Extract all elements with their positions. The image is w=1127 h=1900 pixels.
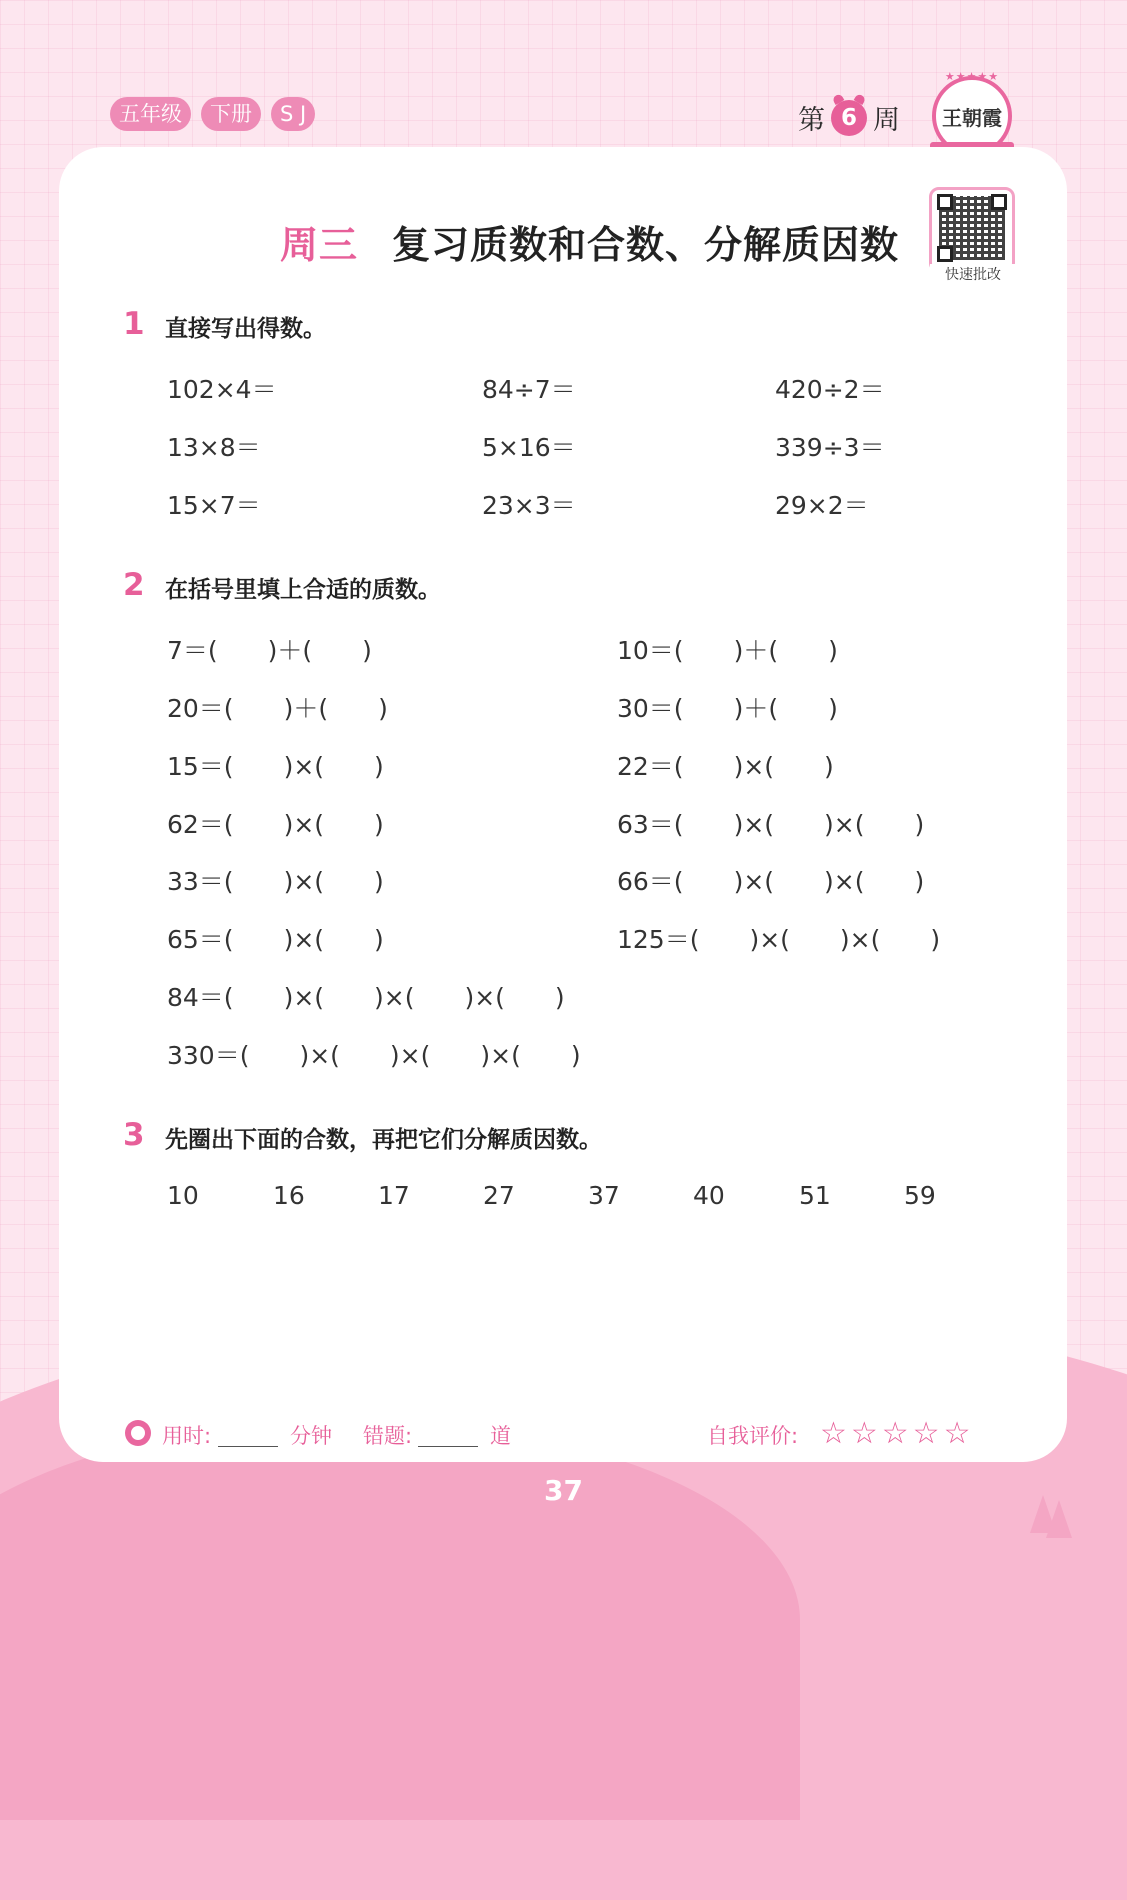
q3-number[interactable]: 51	[799, 1181, 831, 1210]
qr-corner	[937, 194, 953, 210]
errors-label: 错题:	[363, 1424, 413, 1448]
q2-equation[interactable]: 20＝( )＋( )	[167, 694, 388, 723]
q3-number[interactable]: 27	[483, 1181, 515, 1210]
logo-brand-text: 王朝霞	[942, 106, 1002, 130]
question-prompt: 在括号里填上合适的质数。	[165, 577, 441, 603]
q3-number[interactable]: 40	[693, 1181, 725, 1210]
qr-corner	[937, 246, 953, 262]
q2-equation[interactable]: 62＝( )×( )	[167, 810, 384, 839]
q2-equation[interactable]: 65＝( )×( )	[167, 925, 384, 954]
volume-tag: 下册	[201, 97, 261, 131]
page-title	[280, 214, 899, 269]
question-number: 2	[123, 567, 145, 603]
q1-expression: 339÷3＝	[775, 433, 885, 462]
q1-expression: 420÷2＝	[775, 375, 885, 404]
question-number: 1	[123, 306, 145, 342]
q1-expression: 13×8＝	[167, 433, 261, 462]
title-day: 周三	[280, 223, 359, 267]
q2-equation[interactable]: 330＝( )×( )×( )×( )	[167, 1041, 581, 1070]
q1-expression: 29×2＝	[775, 491, 869, 520]
question-prompt: 先圈出下面的合数，再把它们分解质因数。	[165, 1127, 602, 1153]
time-label: 用时:	[162, 1424, 212, 1448]
title-topic: 复习质数和合数、分解质因数	[392, 223, 900, 267]
week-number-badge: 6	[831, 100, 867, 136]
q1-expression: 84÷7＝	[482, 375, 576, 404]
q1-expression: 102×4＝	[167, 375, 277, 404]
q1-expression: 23×3＝	[482, 491, 576, 520]
page-number: 37	[544, 1474, 583, 1507]
grade-tag: 五年级	[110, 97, 191, 131]
q2-equation[interactable]: 10＝( )＋( )	[617, 636, 838, 665]
logo-stars-icon: ★★★★★	[944, 70, 1000, 83]
q3-number[interactable]: 17	[378, 1181, 410, 1210]
q2-equation[interactable]: 33＝( )×( )	[167, 867, 384, 896]
q2-equation[interactable]: 84＝( )×( )×( )×( )	[167, 983, 565, 1012]
question-prompt: 直接写出得数。	[165, 316, 326, 342]
q2-equation[interactable]: 7＝( )＋( )	[167, 636, 372, 665]
q2-equation[interactable]: 63＝( )×( )×( )	[617, 810, 925, 839]
qr-label: 快速批改	[930, 264, 1016, 284]
q3-number[interactable]: 37	[588, 1181, 620, 1210]
grade-tags	[110, 97, 315, 131]
qr-corner	[991, 194, 1007, 210]
week-suffix: 周	[873, 105, 900, 136]
week-indicator	[798, 98, 900, 137]
errors-input-blank[interactable]	[418, 1446, 478, 1447]
q1-expression: 5×16＝	[482, 433, 576, 462]
time-unit: 分钟	[290, 1424, 332, 1448]
week-prefix: 第	[798, 105, 825, 136]
question-number: 3	[123, 1117, 145, 1153]
q2-equation[interactable]: 15＝( )×( )	[167, 752, 384, 781]
q1-expression: 15×7＝	[167, 491, 261, 520]
brand-logo	[932, 70, 1012, 156]
qr-code-icon[interactable]	[929, 187, 1015, 273]
q3-number[interactable]: 10	[167, 1181, 199, 1210]
q2-equation[interactable]: 30＝( )＋( )	[617, 694, 838, 723]
self-eval-label: 自我评价:	[707, 1424, 799, 1448]
stopwatch-icon	[125, 1420, 151, 1446]
time-input-blank[interactable]	[218, 1446, 278, 1447]
q2-equation[interactable]: 66＝( )×( )×( )	[617, 867, 925, 896]
q3-number[interactable]: 16	[273, 1181, 305, 1210]
q3-number[interactable]: 59	[904, 1181, 936, 1210]
errors-unit: 道	[490, 1424, 511, 1448]
q2-equation[interactable]: 22＝( )×( )	[617, 752, 834, 781]
edition-tag: S J	[271, 97, 315, 131]
q2-equation[interactable]: 125＝( )×( )×( )	[617, 925, 941, 954]
rating-stars-icon[interactable]: ☆☆☆☆☆	[820, 1416, 975, 1451]
